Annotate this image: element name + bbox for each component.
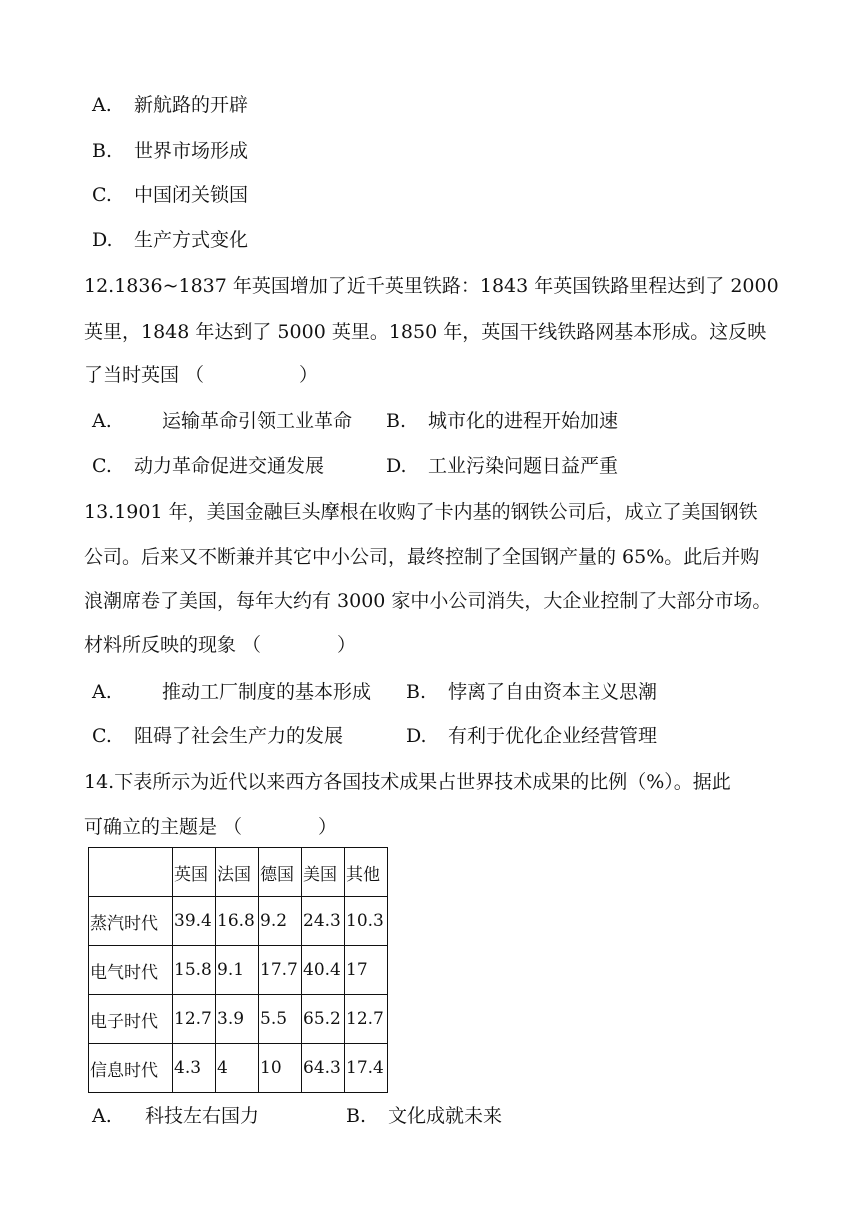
table-cell: 10 bbox=[259, 1044, 302, 1093]
option-letter: C. bbox=[92, 184, 112, 206]
table-header-cell: 德国 bbox=[259, 848, 302, 897]
q13-stem-line-3: 浪潮席卷了美国，每年大约有 3000 家中小公司消失，大企业控制了大部分市场。 bbox=[84, 590, 772, 612]
table-header-cell: 法国 bbox=[216, 848, 259, 897]
table-cell: 12.7 bbox=[173, 995, 216, 1044]
option-letter: A. bbox=[92, 94, 112, 116]
table-cell: 39.4 bbox=[173, 897, 216, 946]
table-row bbox=[89, 897, 388, 946]
option-text: 生产方式变化 bbox=[134, 229, 249, 251]
q12-stem-line-1: 12.1836~1837 年英国增加了近千英里铁路：1843 年英国铁路里程达到了 2000 bbox=[84, 275, 779, 297]
table-row-label: 电气时代 bbox=[89, 946, 173, 995]
table-row-label: 蒸汽时代 bbox=[89, 897, 173, 946]
table-row bbox=[89, 995, 388, 1044]
option-letter: B. bbox=[346, 1105, 367, 1127]
table-cell: 5.5 bbox=[259, 995, 302, 1044]
table-header-cell: 其他 bbox=[345, 848, 388, 897]
q11-option-d bbox=[92, 228, 248, 252]
table-cell: 65.2 bbox=[302, 995, 345, 1044]
option-text: 工业污染问题日益严重 bbox=[428, 455, 619, 477]
table-cell: 24.3 bbox=[302, 897, 345, 946]
option-text: 阻碍了社会生产力的发展 bbox=[134, 725, 344, 747]
table-cell: 40.4 bbox=[302, 946, 345, 995]
q11-option-c bbox=[92, 183, 248, 207]
option-text: 有利于优化企业经营管理 bbox=[448, 725, 658, 747]
table-cell: 16.8 bbox=[216, 897, 259, 946]
q11-option-b bbox=[92, 139, 248, 163]
table-cell: 15.8 bbox=[173, 946, 216, 995]
tech-share-table bbox=[88, 847, 388, 1093]
table-row bbox=[89, 946, 388, 995]
table-row-label: 信息时代 bbox=[89, 1044, 173, 1093]
table-cell: 4.3 bbox=[173, 1044, 216, 1093]
table-cell: 9.1 bbox=[216, 946, 259, 995]
table-row bbox=[89, 1044, 388, 1093]
table-header-cell bbox=[89, 848, 173, 897]
option-text: 推动工厂制度的基本形成 bbox=[162, 681, 372, 703]
option-text: 城市化的进程开始加速 bbox=[428, 410, 619, 432]
q13-stem-line-2: 公司。后来又不断兼并其它中小公司，最终控制了全国钢产量的 65%。此后并购 bbox=[84, 546, 760, 568]
option-text: 悖离了自由资本主义思潮 bbox=[448, 681, 658, 703]
q11-option-a bbox=[92, 93, 248, 117]
table-header-cell: 英国 bbox=[173, 848, 216, 897]
option-letter: A. bbox=[92, 681, 112, 703]
option-letter: A. bbox=[92, 410, 112, 432]
table-cell: 3.9 bbox=[216, 995, 259, 1044]
option-text: 运输革命引领工业革命 bbox=[162, 410, 353, 432]
option-letter: D. bbox=[386, 455, 407, 477]
q12-option-d bbox=[386, 454, 618, 478]
q12-stem-line-3: 了当时英国 （ ） bbox=[84, 364, 319, 386]
table-cell: 17 bbox=[345, 946, 388, 995]
q13-stem-line-1: 13.1901 年，美国金融巨头摩根在收购了卡内基的钢铁公司后，成立了美国钢铁 bbox=[84, 501, 758, 523]
table-header-row bbox=[89, 848, 388, 897]
option-text: 科技左右国力 bbox=[145, 1105, 260, 1127]
q14-option-a bbox=[92, 1104, 259, 1128]
table-cell: 17.7 bbox=[259, 946, 302, 995]
option-letter: B. bbox=[386, 410, 407, 432]
option-text: 新航路的开辟 bbox=[134, 94, 249, 116]
q12-option-c bbox=[92, 454, 324, 478]
q13-option-a bbox=[92, 680, 371, 704]
q13-option-c bbox=[92, 724, 343, 748]
q14-stem-line-1: 14.下表所示为近代以来西方各国技术成果占世界技术成果的比例（%）。据此 bbox=[84, 771, 731, 793]
q14-option-b bbox=[346, 1104, 502, 1128]
option-text: 世界市场形成 bbox=[134, 140, 249, 162]
table-row-label: 电子时代 bbox=[89, 995, 173, 1044]
option-letter: C. bbox=[92, 725, 112, 747]
table-header-cell: 美国 bbox=[302, 848, 345, 897]
table-cell: 64.3 bbox=[302, 1044, 345, 1093]
table-cell: 10.3 bbox=[345, 897, 388, 946]
option-letter: D. bbox=[92, 229, 113, 251]
q12-option-a bbox=[92, 409, 352, 433]
table-cell: 17.4 bbox=[345, 1044, 388, 1093]
table-cell: 4 bbox=[216, 1044, 259, 1093]
q14-stem-line-2: 可确立的主题是 （ ） bbox=[84, 816, 338, 838]
option-letter: A. bbox=[92, 1105, 112, 1127]
option-text: 文化成就未来 bbox=[388, 1105, 503, 1127]
q12-option-b bbox=[386, 409, 618, 433]
q13-stem-line-4: 材料所反映的现象 （ ） bbox=[84, 634, 357, 656]
q12-stem-line-2: 英里，1848 年达到了 5000 英里。1850 年，英国干线铁路网基本形成。这反映 bbox=[84, 321, 767, 343]
option-letter: D. bbox=[406, 725, 427, 747]
q13-option-b bbox=[406, 680, 657, 704]
option-letter: B. bbox=[406, 681, 427, 703]
option-letter: B. bbox=[92, 140, 113, 162]
option-text: 动力革命促进交通发展 bbox=[134, 455, 325, 477]
q13-option-d bbox=[406, 724, 657, 748]
table-cell: 9.2 bbox=[259, 897, 302, 946]
option-letter: C. bbox=[92, 455, 112, 477]
option-text: 中国闭关锁国 bbox=[134, 184, 249, 206]
table-cell: 12.7 bbox=[345, 995, 388, 1044]
